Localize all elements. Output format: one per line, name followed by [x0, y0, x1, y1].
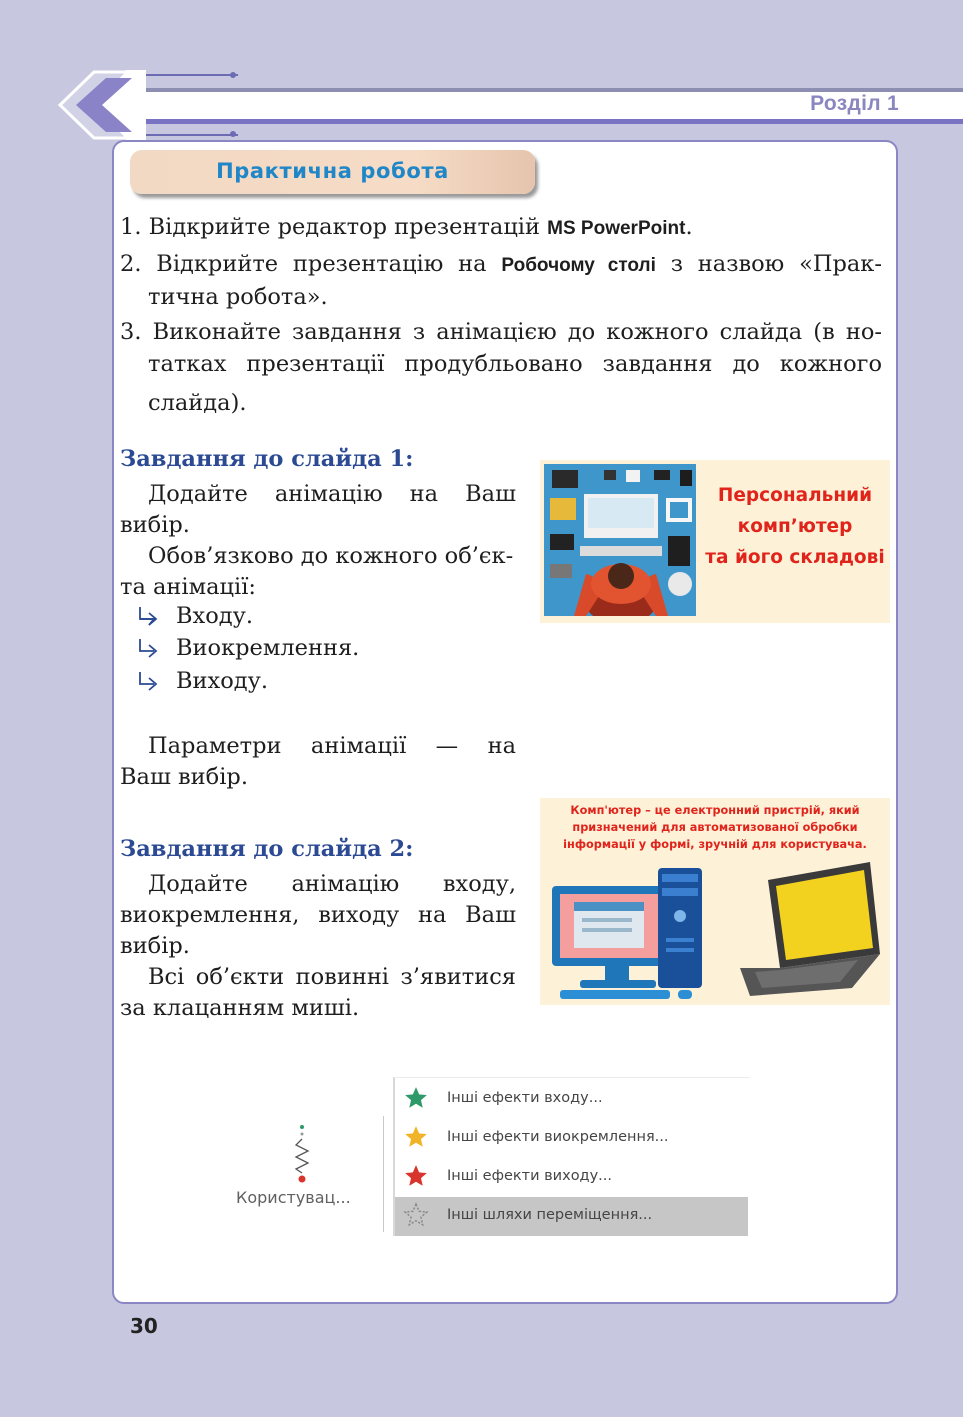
header-decor-dot: [230, 131, 236, 137]
arrow-bullet-icon: [136, 637, 162, 663]
yellow-star-icon: [403, 1124, 429, 1150]
menu-item-label: Інші ефекти виходу...: [447, 1168, 612, 1184]
chevron-left-icon: [56, 70, 146, 140]
step-2-text-b: з назвою «Прак-: [655, 251, 882, 277]
slide-1-title-line: комп’ютер: [737, 516, 853, 537]
list-item: [176, 635, 359, 661]
menu-item-entrance-effects[interactable]: [395, 1080, 748, 1119]
effects-menu: [393, 1077, 750, 1236]
page-number: 30: [130, 1314, 158, 1338]
task-2-text: вибір.: [120, 933, 190, 959]
desktop-term: Робочому столі: [501, 255, 656, 276]
menu-item-label: Інші шляхи переміщення...: [447, 1207, 653, 1223]
custom-animation-panel: [218, 1115, 383, 1233]
arrow-bullet-icon: [136, 605, 162, 631]
slide-2-caption-line: Комп'ютер – це електронний пристрій, який: [570, 804, 860, 817]
task-1-text: Обов’язково до кожного об’єк-: [148, 543, 514, 569]
menu-item-label: Інші ефекти виокремлення...: [447, 1129, 669, 1145]
slide-1-title-line: та його складові: [705, 547, 885, 568]
badge-title: Практична робота: [216, 159, 449, 183]
step-1: [120, 210, 693, 246]
step-1-end: .: [685, 214, 693, 240]
slide-1-preview: [540, 460, 890, 623]
task-1-text: та анімації:: [120, 574, 256, 600]
task-1-params: Параметри анімації — на: [148, 733, 516, 759]
custom-path-label[interactable]: Користувац...: [236, 1188, 351, 1207]
menu-divider: [383, 1116, 384, 1232]
list-item: [176, 603, 253, 629]
menu-item-exit-effects[interactable]: [395, 1158, 748, 1197]
step-3-end: слайда).: [148, 390, 247, 416]
list-item-label: Входу.: [176, 603, 254, 629]
app-name: MS PowerPoint: [547, 218, 686, 239]
task-2-text: Додайте анімацію входу,: [148, 871, 516, 897]
section-label: Розділ 1: [810, 92, 899, 115]
task-2-text: виокремлення, виходу на Ваш: [120, 902, 516, 928]
menu-item-label: Інші ефекти входу...: [447, 1090, 603, 1106]
menu-item-emphasis-effects[interactable]: [395, 1119, 748, 1158]
task-1-heading: Завдання до слайда 1:: [120, 446, 414, 472]
task-1-text: вибір.: [120, 512, 190, 538]
step-2-cont: тична робота».: [148, 284, 328, 310]
list-item: [176, 668, 268, 694]
task-2-text: за клацанням миші.: [120, 995, 360, 1021]
task-2-text: Всі об’єкти повинні з’явитися: [148, 964, 516, 990]
practical-work-badge: [130, 150, 535, 194]
desk-illustration: [544, 464, 696, 616]
step-3: 3. Виконайте завдання з анімацією до кожного слайда (в но-: [120, 319, 882, 345]
slide-2-caption-line: призначений для автоматизованої обробки: [572, 821, 858, 834]
task-2-heading: Завдання до слайда 2:: [120, 836, 414, 862]
step-1-text: 1. Відкрийте редактор презентацій: [120, 214, 548, 240]
step-2: [120, 247, 882, 283]
computer-illustration: [540, 856, 890, 1005]
motion-path-icon: [294, 1123, 310, 1185]
arrow-bullet-icon: [136, 670, 162, 696]
slide-2-caption-line: інформації у формі, зручній для користувача.: [563, 838, 867, 851]
green-star-icon: [403, 1085, 429, 1111]
slide-1-title: [702, 480, 888, 573]
red-star-icon: [403, 1163, 429, 1189]
slide-2-caption: [546, 802, 884, 853]
outline-star-icon: [403, 1202, 429, 1228]
task-1-params: Ваш вибір.: [120, 764, 248, 790]
task-1-text: Додайте анімацію на Ваш: [148, 481, 516, 507]
list-item-label: Виходу.: [176, 668, 269, 694]
header-decor-dot: [230, 72, 236, 78]
step-2-text: 2. Відкрийте презентацію на: [120, 251, 502, 277]
step-3-cont: таткax презентації продубльовано завдання до кожного: [148, 351, 882, 377]
menu-item-motion-paths[interactable]: [395, 1197, 748, 1236]
slide-1-title-line: Персональний: [717, 485, 873, 506]
slide-2-preview: [540, 798, 890, 1005]
list-item-label: Виокремлення.: [176, 635, 360, 661]
